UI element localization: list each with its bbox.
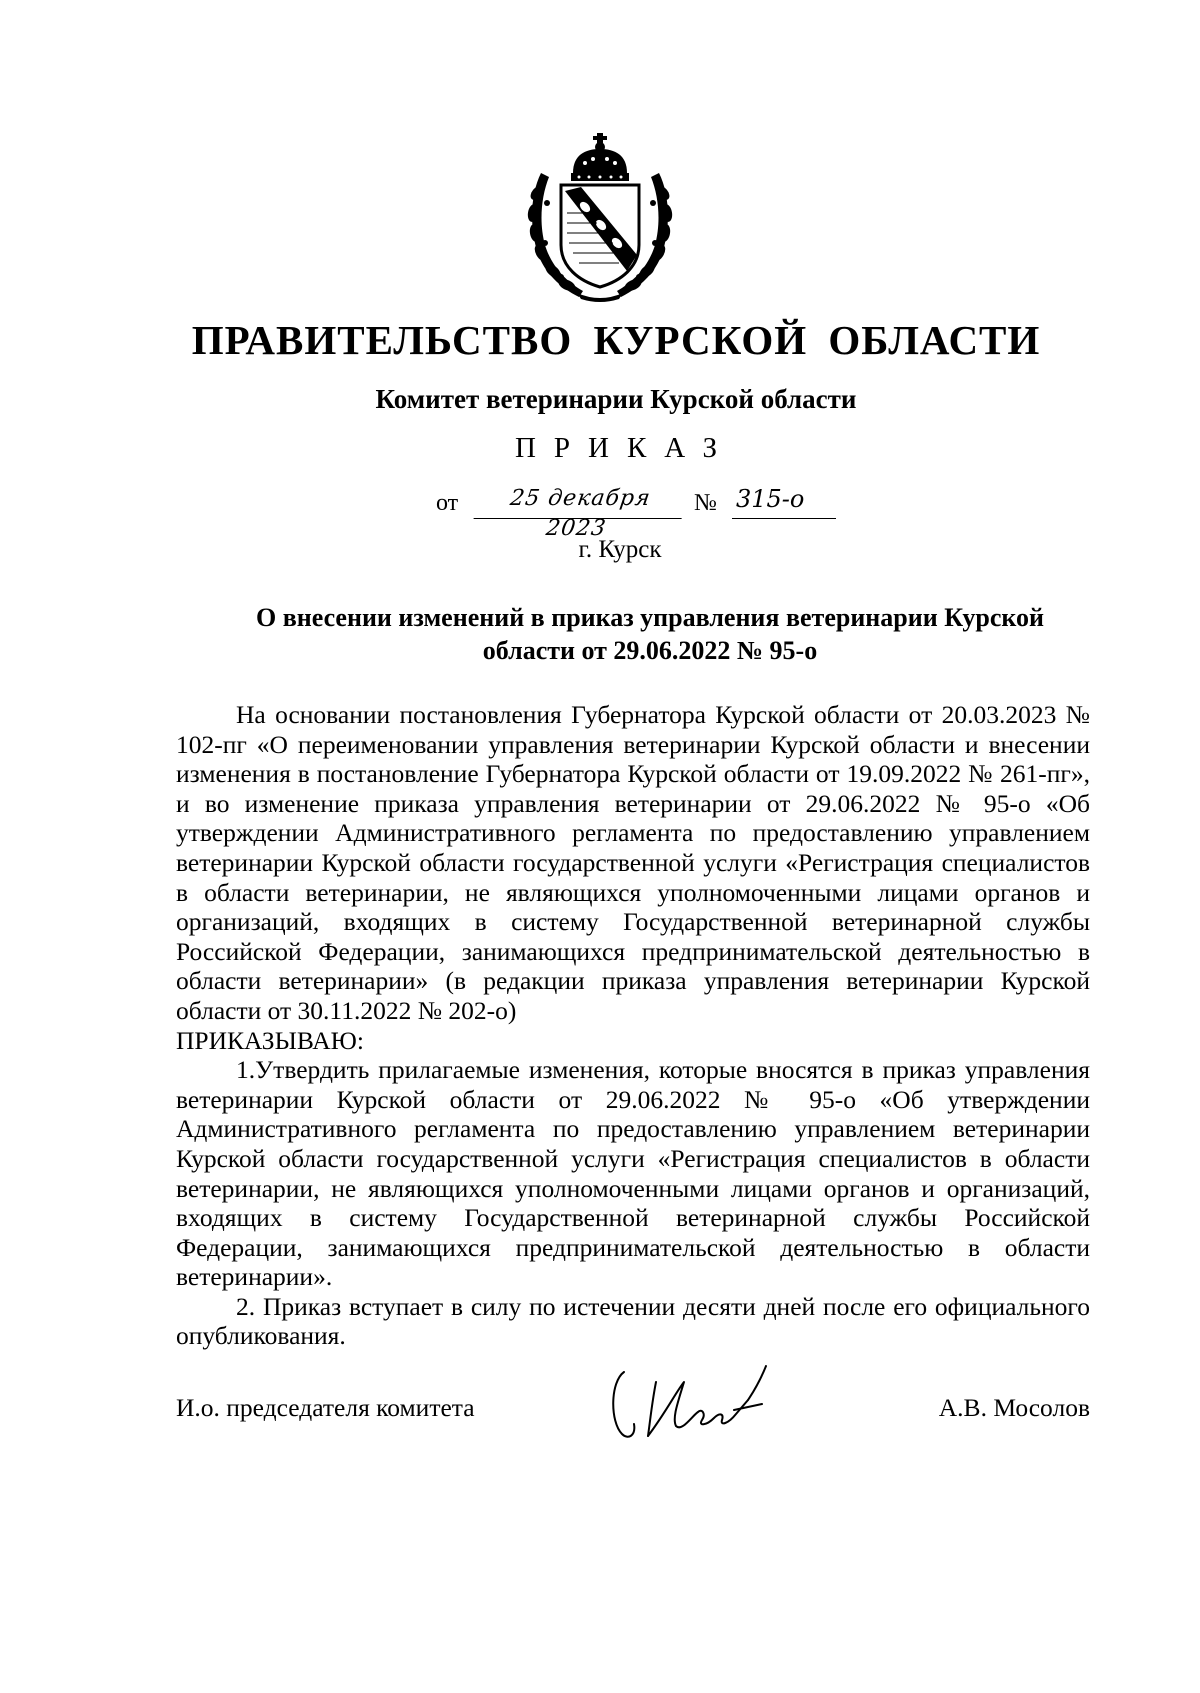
document-body	[176, 700, 1090, 1351]
city: г. Курск	[578, 536, 662, 563]
order-command: ПРИКАЗЫВАЮ:	[176, 1025, 364, 1055]
signer-name: А.В. Мосолов	[938, 1393, 1090, 1422]
order-date-number-line	[436, 484, 876, 541]
date-prefix: от	[436, 490, 459, 516]
signer-position: И.о. председателя комитета	[176, 1393, 475, 1422]
handwritten-date: 25 декабря 2023	[474, 484, 687, 519]
government-title: ПРАВИТЕЛЬСТВО КУРСКОЙ ОБЛАСТИ	[191, 317, 1041, 363]
order-item-1: 1.Утвердить прилагаемые изменения, которые вносятся в приказ управления ветеринарии Курской области от 29.06.2022 № 95-о «Об утверждении Административного регламента по предоставлению управлением ветеринарии Курской области государственной услуги «Регистрация специалистов в области ветеринарии, не являющихся уполномоченными лицами органов и организаций, входящих в систему Государственной ветеринарной службы Российской Федерации, занимающихся предпринимательской деятельностью в области ветеринарии».	[176, 1055, 1090, 1292]
document-type: ПРИКАЗ	[514, 432, 736, 464]
committee-name: Комитет ветеринарии Курской области	[375, 384, 857, 414]
signature-block	[176, 1393, 1090, 1433]
kursk-coat-of-arms-icon	[527, 133, 673, 303]
order-item-2: 2. Приказ вступает в силу по истечении десяти дней после его официального опубликования.	[176, 1291, 1090, 1351]
number-sign: №	[694, 490, 717, 516]
preamble-paragraph: На основании постановления Губернатора Курской области от 20.03.2023 № 102-пг «О переименовании управления ветеринарии Курской области и внесении изменения в постановление Губернатора Курской области от 19.09.2022 № 261-пг», и во изменение приказа управления ветеринарии от 29.06.2022 № 95-о «Об утверждении Административного регламента по предоставлению управлением ветеринарии Курской области государственной услуги «Регистрация специалистов в области ветеринарии, не являющихся уполномоченными лицами органов и организаций, входящих в систему Государственной ветеринарной службы Российской Федерации, занимающихся предпринимательской деятельностью в области ветеринарии» (в редакции приказа управления ветеринарии Курской области от 30.11.2022 № 202-о)	[176, 700, 1090, 1025]
document-subject: О внесении изменений в приказ управления ветеринарии Курской области от 29.06.2022 № 95-о	[255, 603, 1045, 665]
handwritten-number: 315-о	[732, 484, 836, 519]
